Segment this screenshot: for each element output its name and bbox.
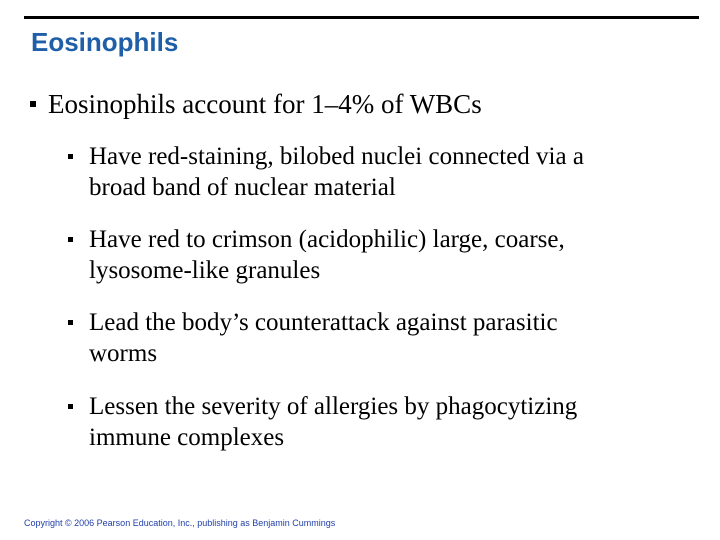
copyright-footer: Copyright © 2006 Pearson Education, Inc., publishing as Benjamin Cummings bbox=[24, 518, 336, 528]
sub-bullet-line: lysosome-like granules bbox=[89, 257, 321, 284]
square-bullet-icon bbox=[68, 404, 73, 409]
square-bullet-icon bbox=[68, 154, 73, 159]
sub-bullet-line: worms bbox=[89, 340, 158, 367]
square-bullet-icon bbox=[30, 101, 36, 107]
square-bullet-icon bbox=[68, 237, 73, 242]
sub-bullet-line: Have red to crimson (acidophilic) large, coarse, bbox=[89, 226, 565, 253]
main-bullet-text: Eosinophils account for 1–4% of WBCs bbox=[48, 89, 482, 119]
sub-bullet-line: Have red-staining, bilobed nuclei connected via a bbox=[89, 143, 584, 170]
sub-bullet-line: Lessen the severity of allergies by phagocytizing bbox=[89, 393, 578, 420]
square-bullet-icon bbox=[68, 320, 73, 325]
sub-bullet-line: Lead the body’s counterattack against parasitic bbox=[89, 309, 558, 336]
sub-bullet-line: broad band of nuclear material bbox=[89, 174, 396, 201]
sub-bullet-line: immune complexes bbox=[89, 424, 285, 451]
title-rule bbox=[24, 16, 699, 19]
slide-title: Eosinophils bbox=[31, 27, 179, 57]
